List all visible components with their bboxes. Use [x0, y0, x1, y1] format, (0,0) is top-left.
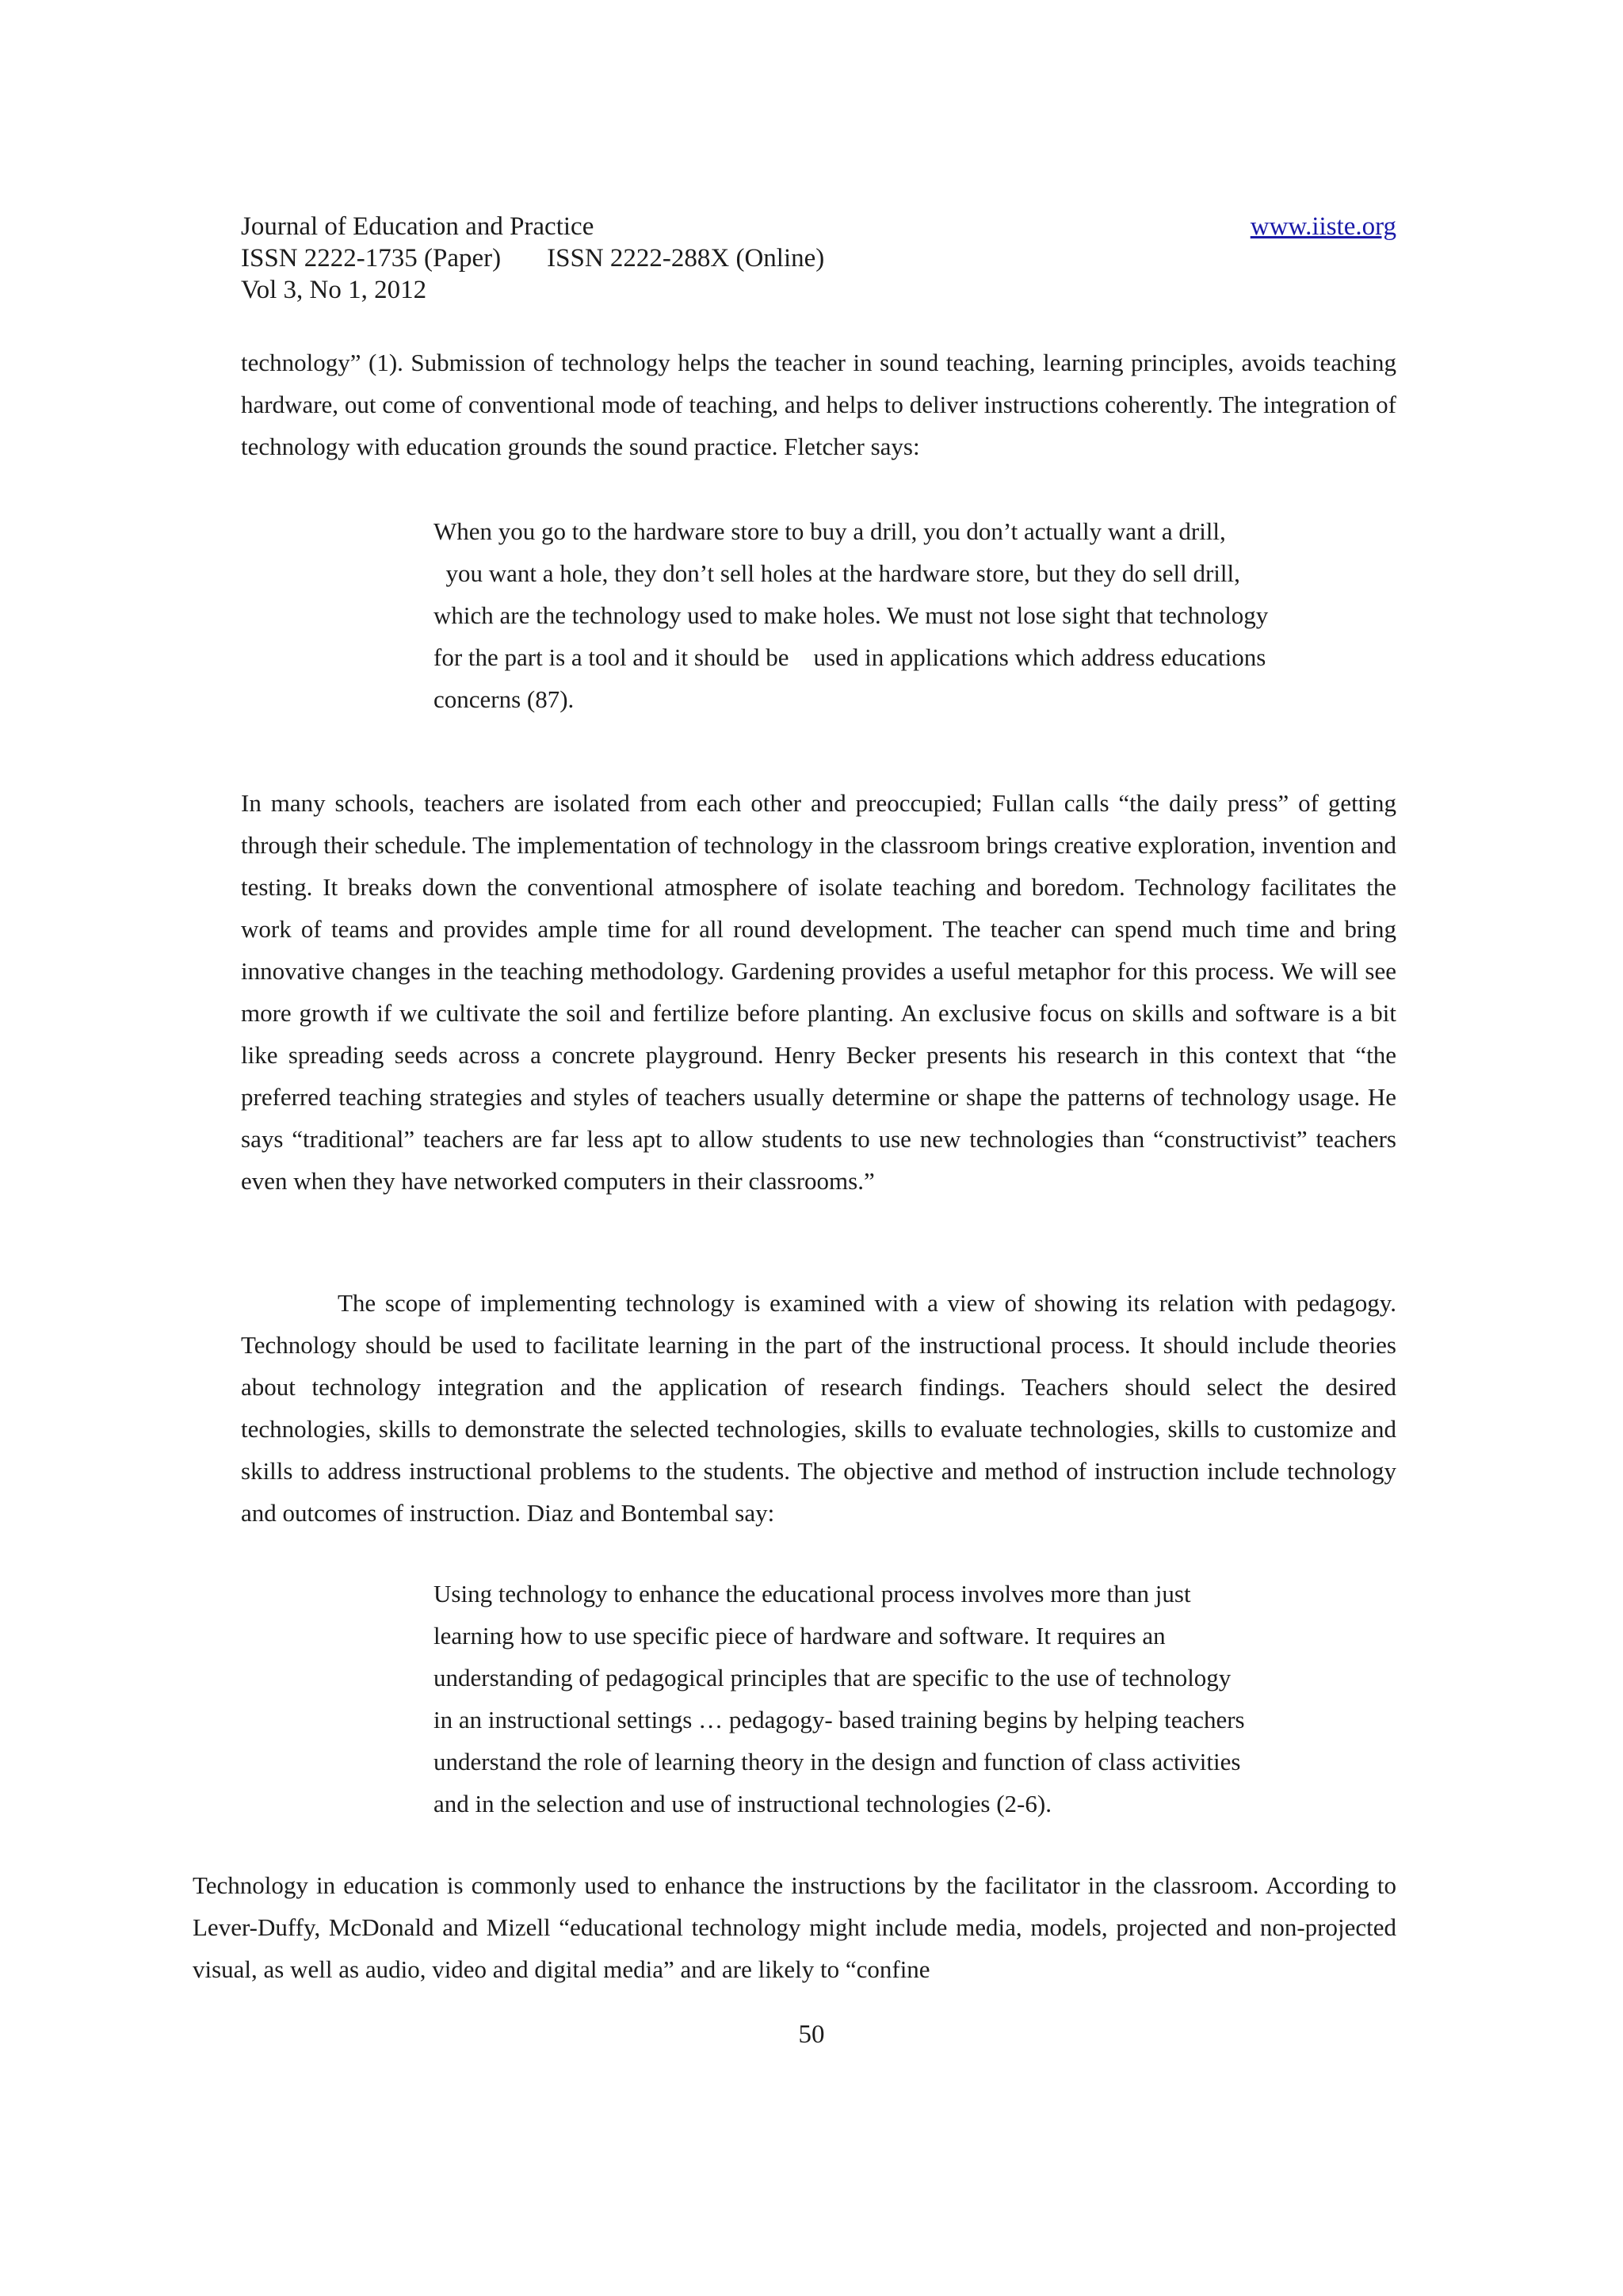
paragraph-scope: The scope of implementing technology is examined with a view of showing its relation with pedagogy. Technology should be used to facilitate learning in the part of the instructional process. It should include theories about technology integration and the application of research findings. Teachers should select the desired technologies, skills to demonstrate the selected technologies, skills to evaluate technologies, skills to customize and skills to address instructional problems to the students. The objective and method of instruction include technology and outcomes of instruction. Diaz and Bontembal say:: [241, 1289, 1396, 1527]
quote-line: you want a hole, they don’t sell holes at the hardware store, but they do sell drill,: [433, 559, 1240, 587]
block-quote-fletcher: [433, 510, 1345, 720]
quote-line: in an instructional settings … pedagogy- based training begins by helping teachers: [433, 1706, 1245, 1733]
running-header: [241, 211, 1396, 306]
block-quote-diaz-bontembal: [433, 1573, 1345, 1825]
quote-line: learning how to use specific piece of hardware and software. It requires an: [433, 1622, 1166, 1650]
quote-line: concerns (87).: [433, 685, 575, 713]
volume-info: Vol 3, No 1, 2012: [241, 276, 427, 304]
quote-line: for the part is a tool and it should be used in applications which address educations: [433, 643, 1266, 671]
quote-line: understand the role of learning theory in the design and function of class activities: [433, 1748, 1241, 1775]
quote-line: Using technology to enhance the educational process involves more than just: [433, 1580, 1191, 1608]
page-number: 50: [798, 2020, 825, 2049]
quote-line: which are the technology used to make holes. We must not lose sight that technology: [433, 601, 1269, 629]
journal-title: Journal of Education and Practice: [241, 212, 594, 241]
paragraph-lever-duffy: Technology in education is commonly used to enhance the instructions by the facilitator in the classroom. According to Lever-Duffy, McDonald and Mizell “educational technology might include media, models, projected and non-projected visual, as well as audio, video and digital media” and are likely to “confine: [193, 1871, 1396, 1983]
quote-line: understanding of pedagogical principles that are specific to the use of technology: [433, 1664, 1232, 1691]
issn-paper: ISSN 2222-1735 (Paper): [241, 244, 502, 273]
website-link[interactable]: www.iiste.org: [1250, 212, 1396, 241]
quote-line: and in the selection and use of instructional technologies (2-6).: [433, 1790, 1052, 1817]
paragraph-fullan-becker: In many schools, teachers are isolated from each other and preoccupied; Fullan calls “the daily press” of getting through their schedule. The implementation of technology in the classroom brings creative exploration, invention and testing. It breaks down the conventional atmosphere of isolate teaching and boredom. Technology facilitates the work of teams and provides ample time for all round development. The teacher can spend much time and bring innovative changes in the teaching methodology. Gardening provides a useful metaphor for this process. We will see more growth if we cultivate the soil and fertilize before planting. An exclusive focus on skills and software is a bit like spreading seeds across a concrete playground. Henry Becker presents his research in this context that “the preferred teaching strategies and styles of teachers usually determine or shape the patterns of technology usage. He says “traditional” teachers are far less apt to allow students to use new technologies than “constructivist” teachers even when they have networked computers in their classrooms.”: [241, 789, 1396, 1195]
issn-online: ISSN 2222-288X (Online): [547, 244, 825, 273]
quote-line: When you go to the hardware store to buy a drill, you don’t actually want a drill,: [433, 517, 1226, 545]
paragraph-fletcher-intro: technology” (1). Submission of technology helps the teacher in sound teaching, learning principles, avoids teaching hardware, out come of conventional mode of teaching, and helps to deliver instructions coherently. The integration of technology with education grounds the sound practice. Fletcher says:: [241, 349, 1396, 460]
